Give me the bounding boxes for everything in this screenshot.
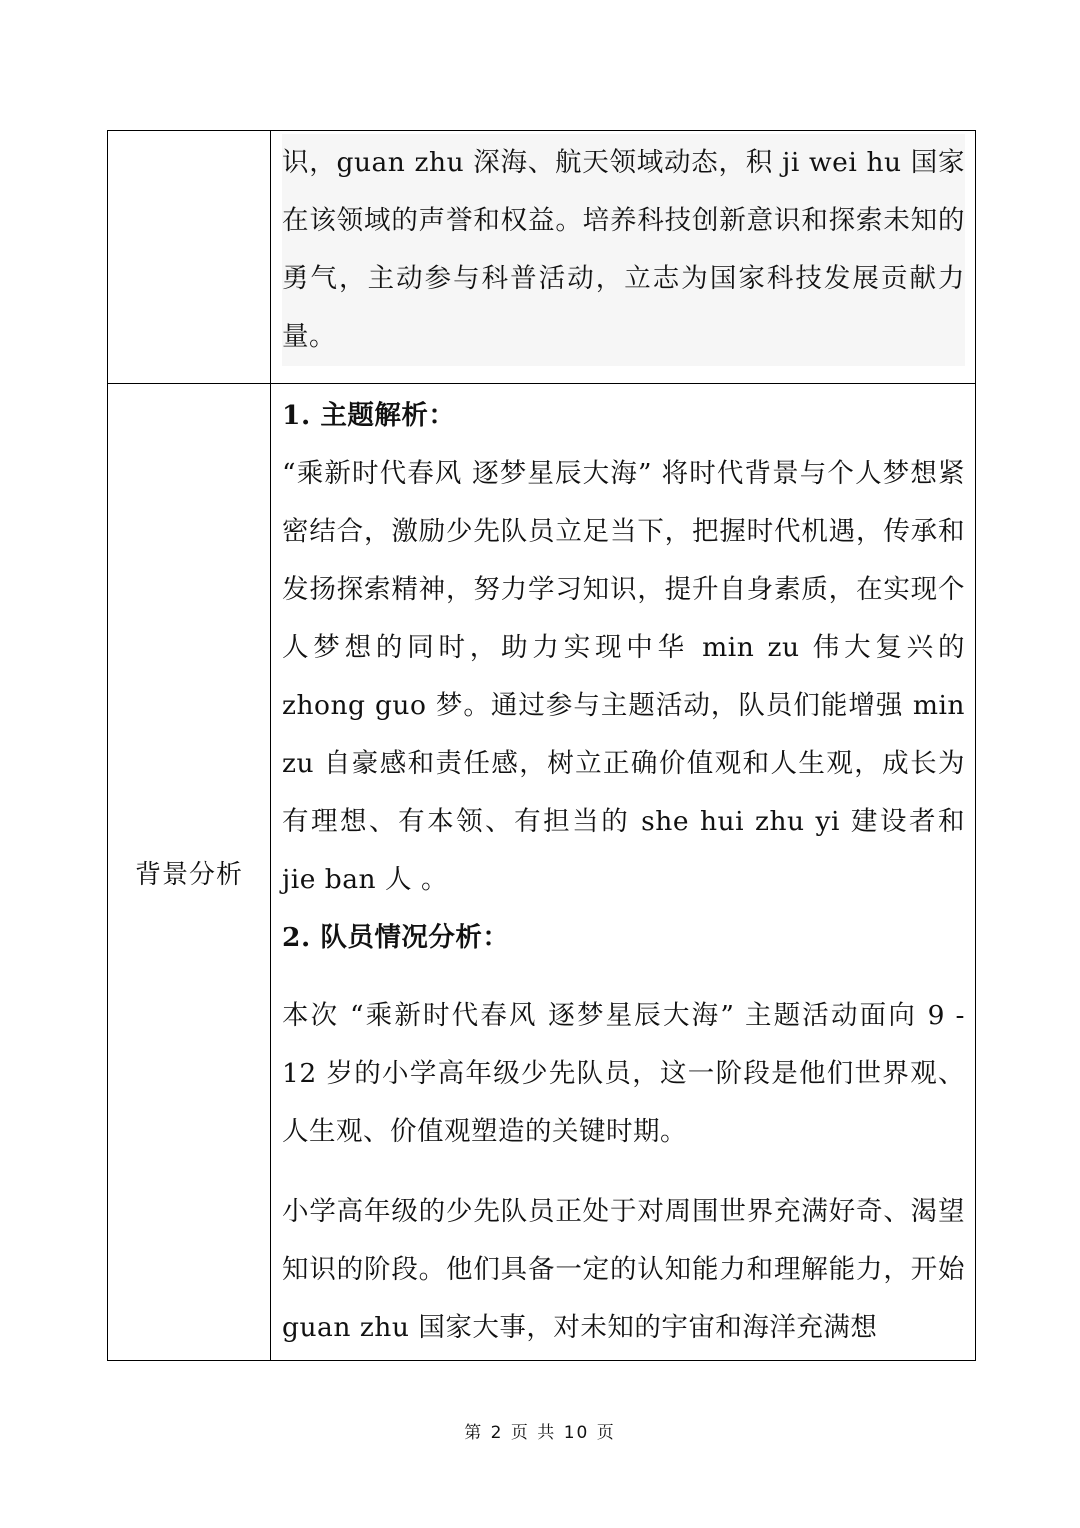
section-heading-members: 2. 队员情况分析： — [282, 922, 510, 953]
members-intro-paragraph: 本次 “乘新时代春风 逐梦星辰大海” 主题活动面向 9 - 12 岁的小学高年级少先队员，这一阶段是他们世界观、人生观、价值观塑造的关键时期。 — [282, 1000, 965, 1147]
theme-analysis-paragraph: “乘新时代春风 逐梦星辰大海” 将时代背景与个人梦想紧密结合，激励少先队员立足当下，把握时代机遇，传承和发扬探索精神，努力学习知识，提升自身素质，在实现个人梦想的同时，助力实现中华 min zu 伟大复兴的 zhong guo 梦。通过参与主题活动，队员们能增强 min zu 自豪感和责任感，树立正确价值观和人生观，成长为有理想、有本领、有担当的 she hui zhu yi 建设者和 jie ban 人 。 — [282, 458, 965, 895]
table-row — [108, 131, 976, 384]
goal-paragraph: 识，guan zhu 深海、航天领域动态，积 ji wei hu 国家在该领域的声誉和权益。培养科技创新意识和探索未知的勇气，主动参与科普活动，立志为国家科技发展贡献力量。 — [282, 134, 965, 366]
row-label-background-analysis: 背景分析 — [108, 384, 271, 1361]
row-content-cell — [271, 131, 976, 384]
row-label-cell — [108, 131, 271, 384]
table-row — [108, 384, 976, 1361]
row-content-cell — [271, 384, 976, 1361]
section-heading-theme: 1. 主题解析： — [282, 400, 456, 431]
members-detail-paragraph: 小学高年级的少先队员正处于对周围世界充满好奇、渴望知识的阶段。他们具备一定的认知能力和理解能力，开始 guan zhu 国家大事，对未知的宇宙和海洋充满想 — [282, 1196, 965, 1343]
document-table — [107, 130, 976, 1361]
page-footer: 第 2 页 共 10 页 — [464, 1423, 616, 1443]
